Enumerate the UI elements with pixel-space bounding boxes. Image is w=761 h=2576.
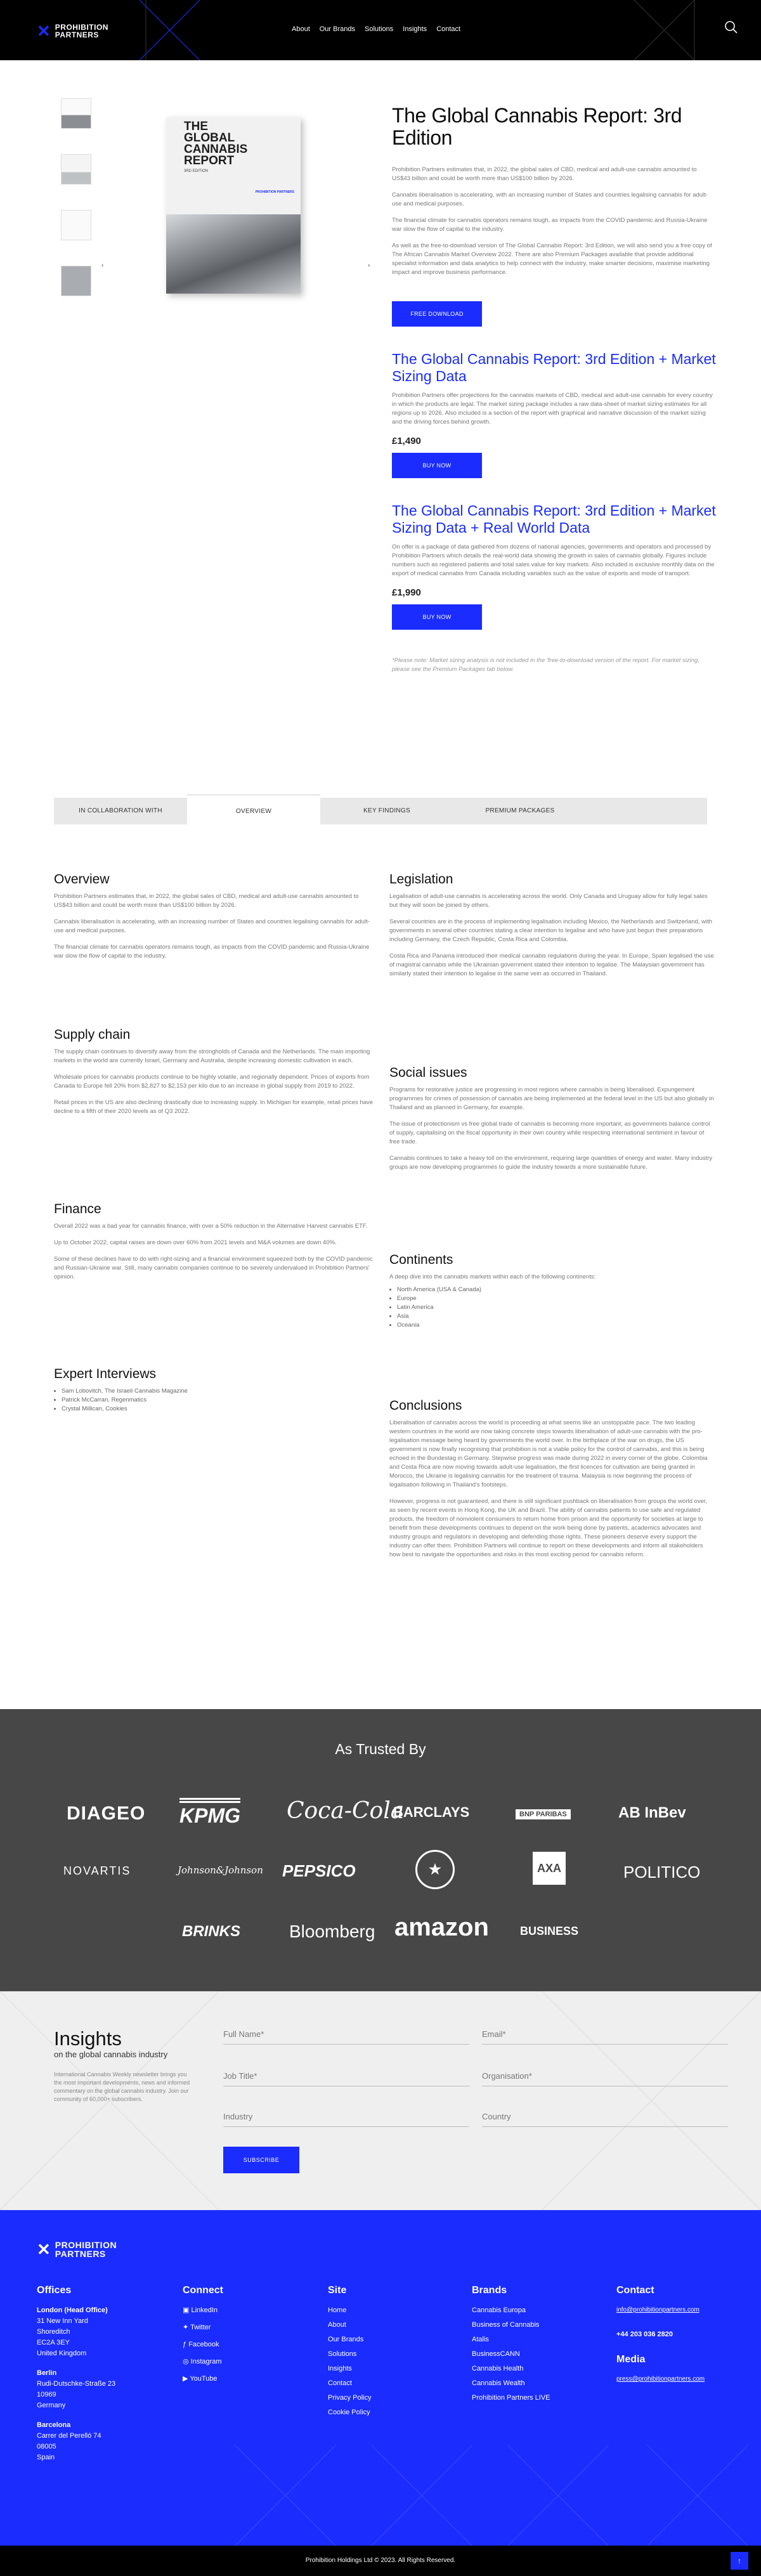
continents-text: A deep dive into the cannabis markets within each of the following continents: — [389, 1273, 596, 1280]
legislation-section — [389, 872, 714, 986]
bloomberg-logo: Bloomberg — [289, 1922, 375, 1941]
package-1-text: Prohibition Partners offer projections for the cannabis markets of CBD, medical and adult-use cannabis for every country in which the products are legal. The market sizing package includes a raw data-sheet of market sizing estimates for all regions up to 2026. Also included is a section of the report with graphical and narrative discussion of the market sizing and the driving forces behind growth. — [392, 392, 713, 426]
footer-link-privacy[interactable]: Privacy Policy — [328, 2394, 372, 2402]
industry-field[interactable]: Industry — [223, 2109, 469, 2127]
social-issues-section — [389, 1065, 714, 1180]
conclusions-text-1: Liberalisation of cannabis across the world is proceeding at what seems like an unstoppable pace. The two leading western countries in the world are now taking concrete steps towards liberalisation of adult-use cannabis with the pro-legalisation message being heard by governments the world over. In the birthplace of the war on drugs, the US government is now finally recognising that prohibition is not a viable policy for the control of cannabis, and this is being echoed in the Bundestag in Germany. Stepwise progress was made during 2022 in every corner of the globe. Colombia and Costa Rica are now moving towards adult-use legalisation, the first licences for cultivation are being granted in Morocco, the Ukraine is legalising cannabis for the treatment of trauma. Malaysia is now beginning the process of legalisation following in Thailand's footsteps. — [389, 1419, 708, 1488]
overview-text-2: Cannabis liberalisation is accelerating, with an increasing number of States and countries legalising cannabis for adult-use and medical purposes. — [54, 918, 370, 934]
barcelona-line: Spain — [37, 2454, 55, 2461]
cover-logo: PROHIBITION PARTNERS — [255, 190, 294, 194]
barclays-logo: BARCLAYS — [393, 1804, 470, 1820]
novartis-logo: NOVARTIS — [63, 1864, 131, 1877]
logo-mark-icon: ✕ — [37, 2240, 51, 2259]
product-text-3: The financial climate for cannabis operators remains tough, as impacts from the COVID pandemic and Russia-Ukraine war slow the flow of capital to the industry. — [392, 217, 708, 233]
newsletter-subtitle: on the global cannabis industry — [54, 2050, 168, 2059]
amazon-logo: amazon — [394, 1913, 489, 1941]
footer-link-our-brands[interactable]: Our Brands — [328, 2336, 364, 2343]
overview-section — [54, 872, 377, 968]
twitter-link[interactable] — [183, 2322, 297, 2333]
johnson-johnson-logo: Johnson&Johnson — [178, 1864, 263, 1876]
job-title-field[interactable]: Job Title* — [223, 2069, 469, 2086]
instagram-link[interactable] — [183, 2357, 297, 2367]
footer-logo[interactable] — [37, 2241, 117, 2258]
list-item: • Latin America — [397, 1303, 714, 1312]
footer-brand-link[interactable]: Atalis — [472, 2336, 489, 2343]
package-2-text: On offer is a package of data gathered from dozens of national agencies, governments and operators and processed by Prohibition Partners which details the real-world data showing the growth in sales of cannabis globally. Figures include numbers such as registered patients and total sales value for key markets. Also included is exclusive monthly data on the export of medical cannabis from Canada including variables such as the value of exports and mode of transport. — [392, 543, 715, 577]
politico-logo: POLITICO — [623, 1863, 701, 1882]
barcelona-line: Carrer del Perelló 74 — [37, 2432, 101, 2440]
copyright-text: Prohibition Holdings Ltd © 2023. All Rights Reserved. — [305, 2557, 456, 2564]
footer-brand-link[interactable]: Cannabis Health — [472, 2365, 524, 2372]
finance-text-2: Up to October 2022, capital raises are down over 60% from 2021 levels and M&A volumes are down 40%. — [54, 1239, 337, 1246]
expert-interviews-section — [54, 1367, 377, 1414]
brands-heading: Brands — [472, 2285, 507, 2296]
conclusions-text-2: However, progress is not guaranteed, and there is still significant pushback on liberalisation from groups the world over, as seen by recent events in Hong Kong, the UK and Brazil. The ability of cannabis patients to use safe and regulated products, the freedom of nonviolent consumers to return home from prison and the opportunity for societies at large to benefit from these developments continues to depend on the work being done by patients, academics advocates and industry groups and regulators in developing and defending those rights. These pioneers deserve every support the industry can offer them. Prohibition Partners will continue to report on these developments and inform all stakeholders how best to navigate the opportunities and risks in this most exciting period for cannabis reform. — [389, 1498, 708, 1558]
package-2-title: The Global Cannabis Report: 3rd Edition + Market Sizing Data + Real World Data — [392, 502, 716, 536]
youtube-icon: ▶ — [183, 2375, 190, 2383]
social-issues-text-3: Cannabis continues to take a heavy toll on the environment, requiring large quantities of energy and water. Many industry groups are now developing programmes to guide the industry towards a more sustainable future. — [389, 1155, 713, 1171]
brinks-logo: BRINKS — [182, 1923, 241, 1940]
youtube-link[interactable] — [183, 2374, 297, 2384]
list-item: • North America (USA & Canada) — [397, 1285, 714, 1294]
berlin-heading: Berlin — [37, 2369, 57, 2377]
thumbnail-3[interactable] — [61, 210, 91, 240]
trusted-by-section — [0, 1709, 761, 1991]
contact-heading: Contact — [616, 2285, 654, 2296]
coca-cola-logo: Coca-Cola — [287, 1798, 405, 1824]
site-header — [0, 0, 761, 60]
continents-heading: Continents — [389, 1252, 453, 1267]
footer-link-contact[interactable]: Contact — [328, 2379, 352, 2387]
list-item: • Asia — [397, 1312, 714, 1321]
diageo-logo: DIAGEO — [67, 1803, 146, 1824]
thumbnail-1[interactable] — [61, 98, 91, 129]
overview-text-1: Prohibition Partners estimates that, in 2022, the global sales of CBD, medical and adult-use cannabis amounted to US$43 billion and could be worth more than US$100 billion by 2026. — [54, 893, 359, 909]
overview-text-3: The financial climate for cannabis operators remains tough, as impacts from the COVID pandemic and Russia-Ukraine war slow the flow of capital to the industry. — [54, 944, 370, 959]
full-name-field[interactable]: Full Name* — [223, 2027, 469, 2045]
cover-photo — [166, 214, 301, 294]
overview-heading: Overview — [54, 872, 110, 887]
london-line: EC2A 3EY — [37, 2339, 70, 2346]
product-section — [0, 60, 761, 783]
social-issues-text-2: The issue of protectionism vs free global trade of cannabis is becoming more important, as governments balance control of supply, capitalising on the fiscal opportunity in their own country while respecting international sentiment in favour of free trade. — [389, 1121, 710, 1145]
contact-phone-link[interactable]: +44 203 036 2820 — [616, 2331, 673, 2338]
youtube-label: YouTube — [190, 2375, 218, 2383]
main-nav — [292, 25, 460, 33]
footer-logo-line-1: PROHIBITION — [55, 2240, 117, 2250]
instagram-label: Instagram — [190, 2358, 222, 2365]
london-line: United Kingdom — [37, 2350, 87, 2357]
london-line: 31 New Inn Yard — [37, 2317, 88, 2325]
nav-insights[interactable]: Insights — [403, 25, 427, 33]
footer-brand-link[interactable]: Prohibition Partners LIVE — [472, 2394, 550, 2402]
package-1-price: £1,490 — [392, 436, 421, 446]
social-issues-heading: Social issues — [389, 1065, 467, 1080]
connect-heading: Connect — [183, 2285, 223, 2296]
london-line: Shoreditch — [37, 2328, 70, 2336]
footer-link-solutions[interactable]: Solutions — [328, 2350, 357, 2358]
seal-logo: ★ — [415, 1850, 455, 1889]
linkedin-link[interactable] — [183, 2305, 297, 2316]
press-email-link[interactable]: press@prohibitionpartners.com — [616, 2376, 705, 2383]
package-1-title: The Global Cannabis Report: 3rd Edition + Market Sizing Data — [392, 351, 716, 384]
business-insider-logo: BUSINESS — [520, 1925, 579, 1937]
footer-contact — [616, 2285, 743, 2384]
barcelona-line: 08005 — [37, 2443, 56, 2450]
product-title: The Global Cannabis Report: 3rd Edition — [392, 104, 682, 149]
newsletter-section — [0, 1991, 761, 2210]
footer-link-cookie[interactable]: Cookie Policy — [328, 2409, 370, 2416]
thumbnail-list — [61, 98, 91, 296]
footer-connect — [183, 2285, 297, 2384]
pepsico-logo: PEPSICO — [282, 1861, 356, 1880]
prev-arrow-icon[interactable]: ‹ — [101, 262, 104, 269]
expert-interviews-heading: Expert Interviews — [54, 1367, 157, 1381]
report-cover-image — [166, 117, 301, 294]
facebook-icon: ƒ — [183, 2341, 189, 2348]
subscribe-button[interactable]: SUBSCRIBE — [223, 2147, 299, 2173]
logo-mark-icon: ✕ — [37, 22, 51, 41]
site-footer — [0, 2210, 761, 2576]
organisation-field[interactable]: Organisation* — [482, 2069, 728, 2086]
package-2-price: £1,990 — [392, 587, 421, 598]
email-field[interactable]: Email* — [482, 2027, 728, 2045]
finance-text-1: Overall 2022 was a bad year for cannabis finance, with over a 50% reduction in the Alternative Harvest cannabis ETF. — [54, 1223, 368, 1230]
london-heading: London (Head Office) — [37, 2306, 108, 2314]
list-item: • Sam Lobovitch, The Israeli Cannabis Magazine — [62, 1387, 377, 1396]
footer-brand-link[interactable]: BusinessCANN — [472, 2350, 520, 2358]
nav-solutions[interactable]: Solutions — [365, 25, 394, 33]
product-info — [392, 105, 717, 674]
linkedin-icon: ▣ — [183, 2306, 192, 2314]
continents-list — [389, 1285, 714, 1330]
supply-chain-heading: Supply chain — [54, 1027, 131, 1042]
package-1-buy-button[interactable]: BUY NOW — [392, 453, 482, 478]
thumbnail-4[interactable] — [61, 266, 91, 296]
cover-edition: 3RD EDITION — [184, 169, 209, 173]
newsletter-text: International Cannabis Weekly newsletter brings you the most important developments, news and informed commentary on the global cannabis industry. Join our community of 60,000+ subscribers. — [54, 2071, 190, 2102]
footer-brand-link[interactable]: Business of Cannabis — [472, 2321, 540, 2329]
twitter-icon: ✦ — [183, 2324, 191, 2331]
nav-about[interactable]: About — [292, 25, 310, 33]
social-issues-text-1: Programs for restorative justice are progressing in most regions where cannabis is being liberalised. Expungement programmes for crimes of possession of cannabis are being implemented at the federal level in the US but also globally in Thailand and as planned in Germany, for example. — [389, 1086, 714, 1111]
site-heading: Site — [328, 2285, 347, 2296]
bnp-paribas-logo: BNP PARIBAS — [516, 1809, 571, 1819]
berlin-line: Germany — [37, 2402, 66, 2409]
abinbev-logo: AB InBev — [618, 1804, 686, 1821]
logo-line-2: PARTNERS — [55, 30, 99, 39]
finance-heading: Finance — [54, 1202, 101, 1216]
instagram-icon: ◎ — [183, 2358, 191, 2365]
pricing-note: *Please note: Market sizing analysis is not included in the 'free-to-download version of the report. For market sizing, please see the Premium Packages tab below. — [392, 657, 699, 673]
footer-link-about[interactable]: About — [328, 2321, 346, 2329]
free-download-button[interactable]: FREE DOWNLOAD — [392, 301, 482, 327]
product-text-1: Prohibition Partners estimates that, in 2022, the global sales of CBD, medical and adult-use cannabis amounted to US$43 billion and could be worth more than US$100 billion by 2026. — [392, 166, 697, 182]
footer-logo-line-2: PARTNERS — [55, 2249, 106, 2259]
trusted-by-heading: As Trusted By — [335, 1741, 426, 1757]
footer-brand-link[interactable]: Cannabis Wealth — [472, 2379, 525, 2387]
copyright-bar — [0, 2546, 761, 2576]
finance-text-3: Some of these declines have to do with right-sizing and a financial environment squeezed both by the COVID pandemic and Russian-Ukraine war. Still, many cannabis companies continue to be severely undervalued in Prohibition Partners' opinion. — [54, 1256, 373, 1280]
supply-chain-section — [54, 1027, 377, 1124]
package-2-buy-button[interactable]: BUY NOW — [392, 604, 482, 630]
facebook-link[interactable] — [183, 2339, 297, 2350]
legislation-text-2: Several countries are in the process of implementing legalisation including Mexico, the Netherlands and Switzerland, with governments in several other countries stating a clear intention to legalise and who have just begun their preparations including Germany, the Czech Republic, Costa Rica and Colombia. — [389, 918, 713, 943]
kpmg-logo: KPMG — [179, 1798, 240, 1828]
search-icon[interactable] — [724, 20, 738, 36]
newsletter-title: Insights — [54, 2027, 122, 2050]
footer-site — [328, 2285, 442, 2418]
axa-logo: AXA — [533, 1852, 566, 1885]
list-item: • Crystal Millican, Cookies — [62, 1405, 377, 1414]
cover-title: THE GLOBAL CANNABIS REPORT — [184, 120, 248, 167]
site-logo[interactable] — [37, 23, 108, 39]
footer-offices — [37, 2285, 157, 2463]
linkedin-label: LinkedIn — [191, 2306, 218, 2314]
conclusions-heading: Conclusions — [389, 1398, 462, 1413]
nav-our-brands[interactable]: Our Brands — [319, 25, 355, 33]
legislation-text-3: Costa Rica and Panama introduced their medical cannabis regulations during the year. In Europe, Spain legalised the use of magistral cannabis while the Ukrainian government stated their intention to legalise. The Malaysian government has similarly stated their intention to legalise in the same vein as occurred in Thailand. — [389, 953, 714, 977]
list-item: • Patrick McCarran, Regenmatics — [62, 1396, 377, 1405]
legislation-heading: Legislation — [389, 872, 453, 887]
content-tabs — [54, 798, 707, 824]
conclusions-section — [389, 1398, 714, 1567]
finance-section — [54, 1202, 377, 1289]
continents-section — [389, 1252, 714, 1330]
nav-contact[interactable]: Contact — [436, 25, 461, 33]
footer-link-insights[interactable]: Insights — [328, 2365, 352, 2372]
footer-link-home[interactable]: Home — [328, 2306, 347, 2314]
country-field[interactable]: Country — [482, 2109, 728, 2127]
barcelona-heading: Barcelona — [37, 2421, 71, 2429]
list-item: • Europe — [397, 1294, 714, 1303]
contact-email-link[interactable]: info@prohibitionpartners.com — [616, 2306, 699, 2313]
next-arrow-icon[interactable]: › — [368, 262, 370, 269]
facebook-label: Facebook — [188, 2341, 219, 2348]
tab-premium-packages[interactable]: PREMIUM PACKAGES — [485, 807, 555, 814]
legislation-text-1: Legalisation of adult-use cannabis is accelerating across the world. Only Canada and Uruguay allow for fully legal sales but they will soon be joined by others. — [389, 893, 708, 909]
back-to-top-icon[interactable]: ↑ — [731, 2552, 748, 2570]
offices-heading: Offices — [37, 2285, 72, 2296]
logo-line-1: PROHIBITION — [55, 23, 108, 32]
tab-overview[interactable]: OVERVIEW — [187, 795, 320, 824]
list-item: • Oceania — [397, 1321, 714, 1330]
expert-list — [54, 1387, 377, 1414]
tab-in-collaboration[interactable]: IN COLLABORATION WITH — [79, 807, 162, 814]
media-heading: Media — [616, 2354, 646, 2365]
product-text-4: As well as the free-to-download version of The Global Cannabis Report: 3rd Edition, we will also send you a free copy of The African Cannabis Market Overview 2022. There are also Premium Packages available that provide additional specialist information and data analytics to help connect with the industry, make smarter decisions, maximise marketing impact and improve business performance. — [392, 242, 712, 276]
tab-key-findings[interactable]: KEY FINDINGS — [363, 807, 410, 814]
thumbnail-2[interactable] — [61, 154, 91, 185]
supply-chain-text-3: Retail prices in the US are also declining drastically due to increasing supply. In Michigan for example, retail prices have decline to a fifth of their 2020 levels as of Q3 2022. — [54, 1099, 374, 1115]
footer-brand-link[interactable]: Cannabis Europa — [472, 2306, 526, 2314]
supply-chain-text-2: Wholesale prices for cannabis products continue to be highly volatile, and regionally dependent. Prices of exports from Canada to Europe fell 20% from $2,827 to $2,153 per kilo due to an increase in global supply from 2019 to 2022. — [54, 1074, 370, 1090]
product-text-2: Cannabis liberalisation is accelerating, with an increasing number of States and countries legalising cannabis for adult-use and medical purposes. — [392, 192, 708, 207]
berlin-line: 10969 — [37, 2391, 56, 2398]
supply-chain-text-1: The supply chain continues to diversify away from the strongholds of Canada and the Netherlands. The main importing markets in the world are currently Israel, Germany and Australia, despite increasing domestic cultivation in each. — [54, 1048, 370, 1064]
berlin-line: Rudi-Dutschke-Straße 23 — [37, 2380, 116, 2388]
footer-brands — [472, 2285, 599, 2404]
twitter-label: Twitter — [190, 2324, 211, 2331]
